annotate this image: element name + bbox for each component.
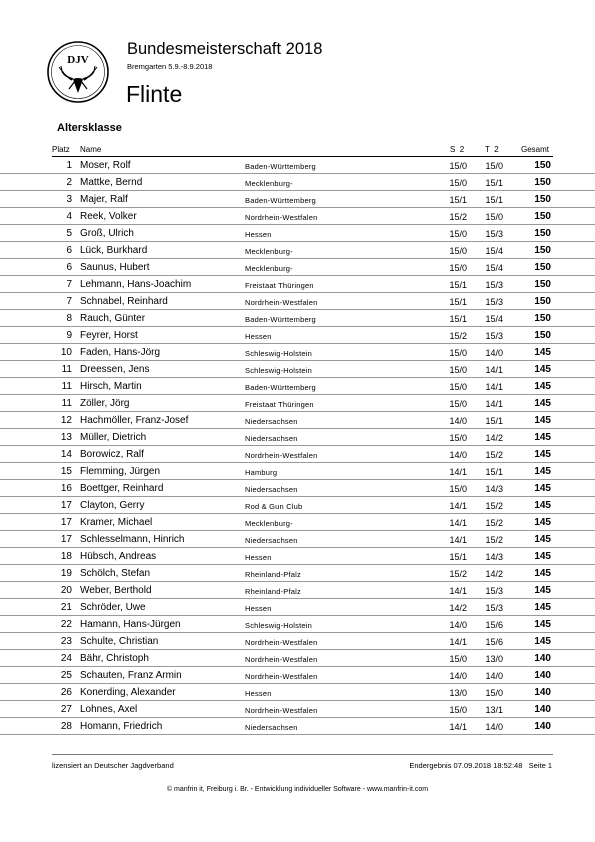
rank-cell: 3: [66, 194, 72, 205]
t2-cell: 15/2: [485, 450, 503, 460]
rank-cell: 24: [60, 653, 72, 664]
s2-cell: 15/0: [449, 348, 467, 358]
rank-cell: 14: [60, 449, 72, 460]
rank-cell: 23: [60, 636, 72, 647]
rank-cell: 6: [66, 262, 72, 273]
total-cell: 140: [534, 670, 551, 681]
table-row: [0, 531, 595, 548]
total-cell: 150: [534, 296, 551, 307]
name-cell: Moser, Rolf: [80, 160, 131, 171]
s2-cell: 14/1: [449, 637, 467, 647]
rank-cell: 5: [66, 228, 72, 239]
t2-cell: 15/2: [485, 535, 503, 545]
verband-cell: Hessen: [245, 689, 272, 698]
rank-cell: 25: [60, 670, 72, 681]
t2-cell: 14/0: [485, 348, 503, 358]
rank-cell: 11: [61, 364, 72, 375]
s2-cell: 15/0: [449, 705, 467, 715]
verband-cell: Nordrhein-Westfalen: [245, 451, 318, 460]
verband-cell: Nordrhein-Westfalen: [245, 706, 318, 715]
table-row: [0, 667, 595, 684]
s2-cell: 14/1: [449, 518, 467, 528]
result-info: [409, 761, 552, 770]
total-cell: 145: [534, 398, 551, 409]
t2-cell: 15/6: [485, 637, 503, 647]
t2-cell: 15/3: [485, 280, 503, 290]
t2-cell: 15/4: [485, 246, 503, 256]
s2-cell: 14/0: [449, 416, 467, 426]
total-cell: 145: [534, 466, 551, 477]
total-cell: 140: [534, 721, 551, 732]
table-row: [0, 208, 595, 225]
verband-cell: Baden-Württemberg: [245, 162, 316, 171]
total-cell: 145: [534, 432, 551, 443]
verband-cell: Schleswig-Holstein: [245, 349, 312, 358]
s2-cell: 15/2: [449, 569, 467, 579]
name-cell: Feyrer, Horst: [80, 330, 138, 341]
verband-cell: Niedersachsen: [245, 536, 298, 545]
rank-cell: 17: [60, 500, 72, 511]
name-cell: Dreessen, Jens: [80, 364, 150, 375]
total-cell: 145: [534, 415, 551, 426]
table-row: [0, 463, 595, 480]
total-cell: 140: [534, 704, 551, 715]
total-cell: 145: [534, 483, 551, 494]
result-timestamp: Endergebnis 07.09.2018 18:52:48: [409, 761, 523, 770]
total-cell: 145: [534, 619, 551, 630]
s2-cell: 15/1: [449, 552, 467, 562]
s2-cell: 15/0: [449, 263, 467, 273]
verband-cell: Baden-Württemberg: [245, 196, 316, 205]
total-cell: 145: [534, 534, 551, 545]
table-row: [0, 514, 595, 531]
table-row: [0, 633, 595, 650]
table-row: [0, 429, 595, 446]
name-cell: Lohnes, Axel: [80, 704, 138, 715]
name-cell: Kramer, Michael: [80, 517, 153, 528]
verband-cell: Hessen: [245, 332, 272, 341]
t2-cell: 14/1: [485, 399, 503, 409]
s2-cell: 14/1: [449, 535, 467, 545]
table-row: [0, 310, 595, 327]
total-cell: 145: [534, 449, 551, 460]
name-cell: Schlesselmann, Hinrich: [80, 534, 185, 545]
verband-cell: Schleswig-Holstein: [245, 366, 312, 375]
rank-cell: 4: [66, 211, 72, 222]
verband-cell: Hessen: [245, 230, 272, 239]
rank-cell: 11: [61, 398, 72, 409]
table-row: [0, 293, 595, 310]
t2-cell: 15/3: [485, 603, 503, 613]
table-row: [0, 701, 595, 718]
t2-cell: 14/3: [485, 552, 503, 562]
t2-cell: 15/0: [485, 161, 503, 171]
verband-cell: Nordrhein-Westfalen: [245, 655, 318, 664]
verband-cell: Rheinland-Pfalz: [245, 587, 301, 596]
table-row: [0, 378, 595, 395]
total-cell: 145: [534, 517, 551, 528]
table-row: [0, 446, 595, 463]
verband-cell: Rheinland-Pfalz: [245, 570, 301, 579]
name-cell: Saunus, Hubert: [80, 262, 150, 273]
rank-cell: 13: [60, 432, 72, 443]
rank-cell: 9: [66, 330, 72, 341]
name-cell: Flemming, Jürgen: [80, 466, 161, 477]
total-cell: 150: [534, 160, 551, 171]
s2-cell: 15/2: [449, 212, 467, 222]
verband-cell: Niedersachsen: [245, 417, 298, 426]
s2-cell: 15/1: [449, 297, 467, 307]
rank-cell: 15: [60, 466, 72, 477]
rank-cell: 7: [66, 279, 72, 290]
rank-cell: 6: [66, 245, 72, 256]
t2-cell: 15/2: [485, 518, 503, 528]
t2-cell: 15/3: [485, 229, 503, 239]
total-cell: 150: [534, 177, 551, 188]
s2-cell: 15/0: [449, 365, 467, 375]
name-cell: Lehmann, Hans-Joachim: [80, 279, 192, 290]
name-cell: Mattke, Bernd: [80, 177, 143, 188]
name-cell: Schauten, Franz Armin: [80, 670, 182, 681]
table-row: [0, 395, 595, 412]
name-cell: Hirsch, Martin: [80, 381, 142, 392]
column-header-s2: S 2: [450, 145, 465, 154]
t2-cell: 15/1: [485, 416, 503, 426]
column-header-t2: T 2: [485, 145, 499, 154]
s2-cell: 14/1: [449, 722, 467, 732]
s2-cell: 14/2: [449, 603, 467, 613]
rank-cell: 10: [60, 347, 72, 358]
rank-cell: 19: [60, 568, 72, 579]
total-cell: 150: [534, 211, 551, 222]
name-cell: Boettger, Reinhard: [80, 483, 164, 494]
verband-cell: Hessen: [245, 604, 272, 613]
name-cell: Konerding, Alexander: [80, 687, 176, 698]
total-cell: 145: [534, 364, 551, 375]
name-cell: Clayton, Gerry: [80, 500, 145, 511]
s2-cell: 15/0: [449, 654, 467, 664]
total-cell: 150: [534, 279, 551, 290]
total-cell: 150: [534, 330, 551, 341]
table-row: [0, 650, 595, 667]
verband-cell: Schleswig-Holstein: [245, 621, 312, 630]
t2-cell: 14/1: [485, 382, 503, 392]
t2-cell: 13/0: [485, 654, 503, 664]
total-cell: 140: [534, 687, 551, 698]
rank-cell: 17: [60, 534, 72, 545]
t2-cell: 15/1: [485, 195, 503, 205]
t2-cell: 14/0: [485, 722, 503, 732]
table-row: [0, 276, 595, 293]
table-row: [0, 565, 595, 582]
license-note: lizensiert an Deutscher Jagdverband: [52, 761, 174, 770]
name-cell: Rauch, Günter: [80, 313, 146, 324]
djv-logo: [47, 41, 109, 103]
verband-cell: Niedersachsen: [245, 723, 298, 732]
verband-cell: Nordrhein-Westfalen: [245, 213, 318, 222]
table-row: [0, 480, 595, 497]
rank-cell: 2: [66, 177, 72, 188]
table-row: [0, 259, 595, 276]
page-title: Bundesmeisterschaft 2018: [127, 40, 323, 58]
name-cell: Lück, Burkhard: [80, 245, 148, 256]
s2-cell: 15/1: [449, 280, 467, 290]
table-row: [0, 361, 595, 378]
table-row: [0, 225, 595, 242]
t2-cell: 15/3: [485, 586, 503, 596]
table-row: [0, 157, 595, 174]
s2-cell: 15/0: [449, 433, 467, 443]
footer-divider: [52, 754, 553, 755]
name-cell: Müller, Dietrich: [80, 432, 147, 443]
total-cell: 145: [534, 636, 551, 647]
total-cell: 145: [534, 381, 551, 392]
t2-cell: 15/3: [485, 331, 503, 341]
rank-cell: 7: [66, 296, 72, 307]
s2-cell: 15/0: [449, 246, 467, 256]
verband-cell: Mecklenburg-: [245, 264, 293, 273]
t2-cell: 14/1: [485, 365, 503, 375]
rank-cell: 11: [61, 381, 72, 392]
verband-cell: Mecklenburg-: [245, 179, 293, 188]
table-row: [0, 718, 595, 735]
table-row: [0, 497, 595, 514]
rank-cell: 17: [60, 517, 72, 528]
t2-cell: 15/0: [485, 688, 503, 698]
t2-cell: 15/6: [485, 620, 503, 630]
total-cell: 145: [534, 500, 551, 511]
total-cell: 150: [534, 262, 551, 273]
total-cell: 145: [534, 568, 551, 579]
name-cell: Hachmöller, Franz-Josef: [80, 415, 189, 426]
verband-cell: Niedersachsen: [245, 485, 298, 494]
verband-cell: Nordrhein-Westfalen: [245, 672, 318, 681]
verband-cell: Baden-Württemberg: [245, 315, 316, 324]
t2-cell: 14/2: [485, 569, 503, 579]
verband-cell: Baden-Württemberg: [245, 383, 316, 392]
verband-cell: Mecklenburg-: [245, 247, 293, 256]
table-row: [0, 242, 595, 259]
total-cell: 145: [534, 551, 551, 562]
verband-cell: Nordrhein-Westfalen: [245, 298, 318, 307]
name-cell: Zöller, Jörg: [80, 398, 130, 409]
name-cell: Majer, Ralf: [80, 194, 128, 205]
s2-cell: 15/2: [449, 331, 467, 341]
t2-cell: 15/4: [485, 314, 503, 324]
t2-cell: 15/4: [485, 263, 503, 273]
name-cell: Hamann, Hans-Jürgen: [80, 619, 181, 630]
name-cell: Groß, Ulrich: [80, 228, 134, 239]
verband-cell: Freistaat Thüringen: [245, 281, 314, 290]
total-cell: 140: [534, 653, 551, 664]
t2-cell: 14/0: [485, 671, 503, 681]
s2-cell: 15/0: [449, 161, 467, 171]
rank-cell: 27: [60, 704, 72, 715]
name-cell: Reek, Volker: [80, 211, 137, 222]
name-cell: Borowicz, Ralf: [80, 449, 144, 460]
t2-cell: 15/2: [485, 501, 503, 511]
t2-cell: 15/0: [485, 212, 503, 222]
table-row: [0, 684, 595, 701]
name-cell: Weber, Berthold: [80, 585, 152, 596]
s2-cell: 13/0: [449, 688, 467, 698]
table-row: [0, 344, 595, 361]
total-cell: 150: [534, 228, 551, 239]
t2-cell: 15/3: [485, 297, 503, 307]
t2-cell: 15/1: [485, 178, 503, 188]
s2-cell: 15/0: [449, 484, 467, 494]
s2-cell: 14/1: [449, 501, 467, 511]
column-header-gesamt: Gesamt: [521, 145, 550, 154]
verband-cell: Mecklenburg-: [245, 519, 293, 528]
rank-cell: 28: [60, 721, 72, 732]
name-cell: Bähr, Christoph: [80, 653, 149, 664]
event-dates: Bremgarten 5.9.-8.9.2018: [127, 62, 213, 71]
name-cell: Homann, Friedrich: [80, 721, 163, 732]
t2-cell: 13/1: [485, 705, 503, 715]
verband-cell: Hessen: [245, 553, 272, 562]
s2-cell: 14/0: [449, 450, 467, 460]
name-cell: Schölch, Stefan: [80, 568, 151, 579]
table-row: [0, 191, 595, 208]
column-header-platz: Platz: [52, 145, 70, 154]
total-cell: 150: [534, 194, 551, 205]
total-cell: 145: [534, 347, 551, 358]
results-table: [0, 157, 595, 735]
name-cell: Faden, Hans-Jörg: [80, 347, 161, 358]
rank-cell: 22: [60, 619, 72, 630]
total-cell: 145: [534, 602, 551, 613]
table-row: [0, 599, 595, 616]
page-number: Seite 1: [528, 761, 552, 770]
verband-cell: Rod & Gun Club: [245, 502, 303, 511]
total-cell: 150: [534, 313, 551, 324]
table-row: [0, 327, 595, 344]
t2-cell: 14/2: [485, 433, 503, 443]
table-row: [0, 582, 595, 599]
rank-cell: 20: [60, 585, 72, 596]
s2-cell: 14/0: [449, 620, 467, 630]
table-row: [0, 174, 595, 191]
rank-cell: 12: [60, 415, 72, 426]
name-cell: Hübsch, Andreas: [80, 551, 157, 562]
s2-cell: 14/1: [449, 467, 467, 477]
logo-text: DJV: [67, 54, 89, 66]
s2-cell: 15/0: [449, 382, 467, 392]
name-cell: Schnabel, Reinhard: [80, 296, 168, 307]
s2-cell: 14/0: [449, 671, 467, 681]
discipline-title: Flinte: [126, 81, 183, 107]
column-header-name: Name: [80, 145, 102, 154]
rank-cell: 21: [60, 602, 72, 613]
verband-cell: Freistaat Thüringen: [245, 400, 314, 409]
s2-cell: 14/1: [449, 586, 467, 596]
rank-cell: 1: [66, 160, 72, 171]
name-cell: Schulte, Christian: [80, 636, 159, 647]
total-cell: 150: [534, 245, 551, 256]
name-cell: Schröder, Uwe: [80, 602, 146, 613]
s2-cell: 15/0: [449, 178, 467, 188]
s2-cell: 15/0: [449, 229, 467, 239]
rank-cell: 8: [66, 313, 72, 324]
table-row: [0, 548, 595, 565]
verband-cell: Hamburg: [245, 468, 278, 477]
rank-cell: 16: [60, 483, 72, 494]
rank-cell: 18: [60, 551, 72, 562]
s2-cell: 15/1: [449, 195, 467, 205]
verband-cell: Nordrhein-Westfalen: [245, 638, 318, 647]
t2-cell: 14/3: [485, 484, 503, 494]
s2-cell: 15/1: [449, 314, 467, 324]
rank-cell: 26: [60, 687, 72, 698]
credits-footer: © manfrin it, Freiburg i. Br. - Entwicklung individueller Software - www.manfrin-it.com: [166, 786, 429, 793]
s2-cell: 15/0: [449, 399, 467, 409]
table-row: [0, 616, 595, 633]
verband-cell: Niedersachsen: [245, 434, 298, 443]
class-title: Altersklasse: [57, 122, 122, 134]
total-cell: 145: [534, 585, 551, 596]
t2-cell: 15/1: [485, 467, 503, 477]
table-row: [0, 412, 595, 429]
